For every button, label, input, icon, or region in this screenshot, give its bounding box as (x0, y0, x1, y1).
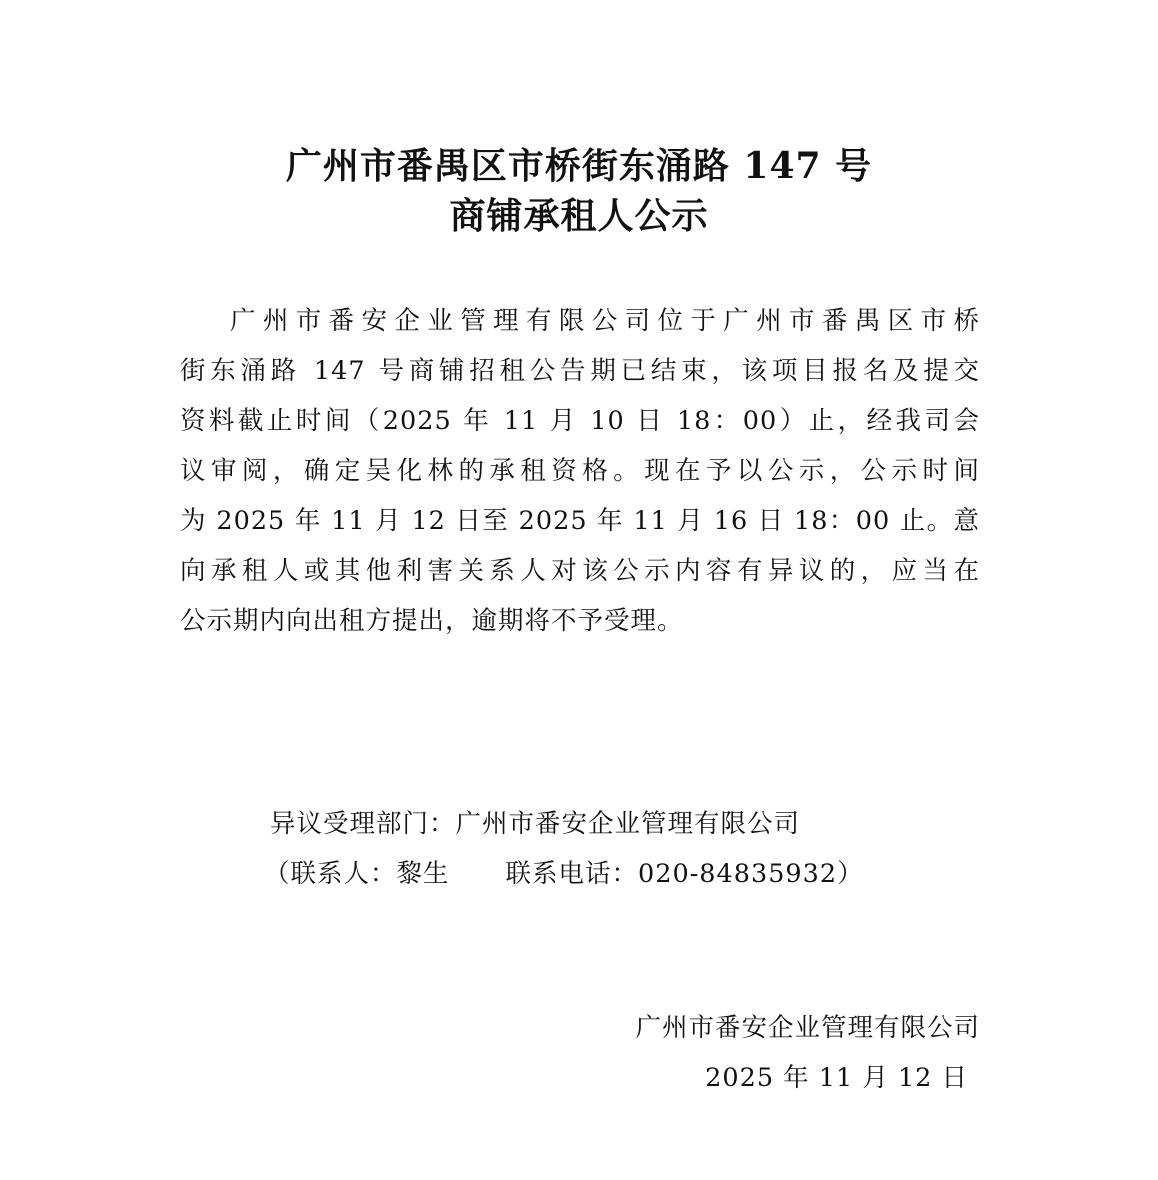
body-line-2: 街东涌路 147 号商铺招租公告期已结束，该项目报名及提交 (180, 356, 980, 386)
body-line-1: 广州市番安企业管理有限公司位于广州市番禺区市桥 (230, 306, 980, 336)
contact-person: （联系人：黎生 (264, 859, 450, 889)
signature-company: 广州市番安企业管理有限公司 (635, 1013, 980, 1043)
body-line-3: 资料截止时间（2025 年 11 月 10 日 18：00）止，经我司会 (180, 406, 980, 436)
body-line-7: 公示期内向出租方提出，逾期将不予受理。 (180, 606, 684, 636)
body-line-6: 向承租人或其他利害关系人对该公示内容有异议的，应当在 (180, 556, 980, 586)
objection-department: 异议受理部门：广州市番安企业管理有限公司 (270, 809, 801, 839)
notice-title-line-2: 商铺承租人公示 (449, 195, 709, 237)
body-line-5: 为 2025 年 11 月 12 日至 2025 年 11 月 16 日 18：00 止。意 (180, 506, 980, 536)
body-line-4: 议审阅，确定吴化林的承租资格。现在予以公示，公示时间 (180, 456, 980, 486)
notice-title-line-1: 广州市番禺区市桥街东涌路 147 号 (285, 145, 873, 187)
signature-date: 2025 年 11 月 12 日 (705, 1063, 968, 1093)
contact-info (264, 856, 864, 892)
contact-phone: 联系电话：020-84835932） (505, 859, 864, 889)
